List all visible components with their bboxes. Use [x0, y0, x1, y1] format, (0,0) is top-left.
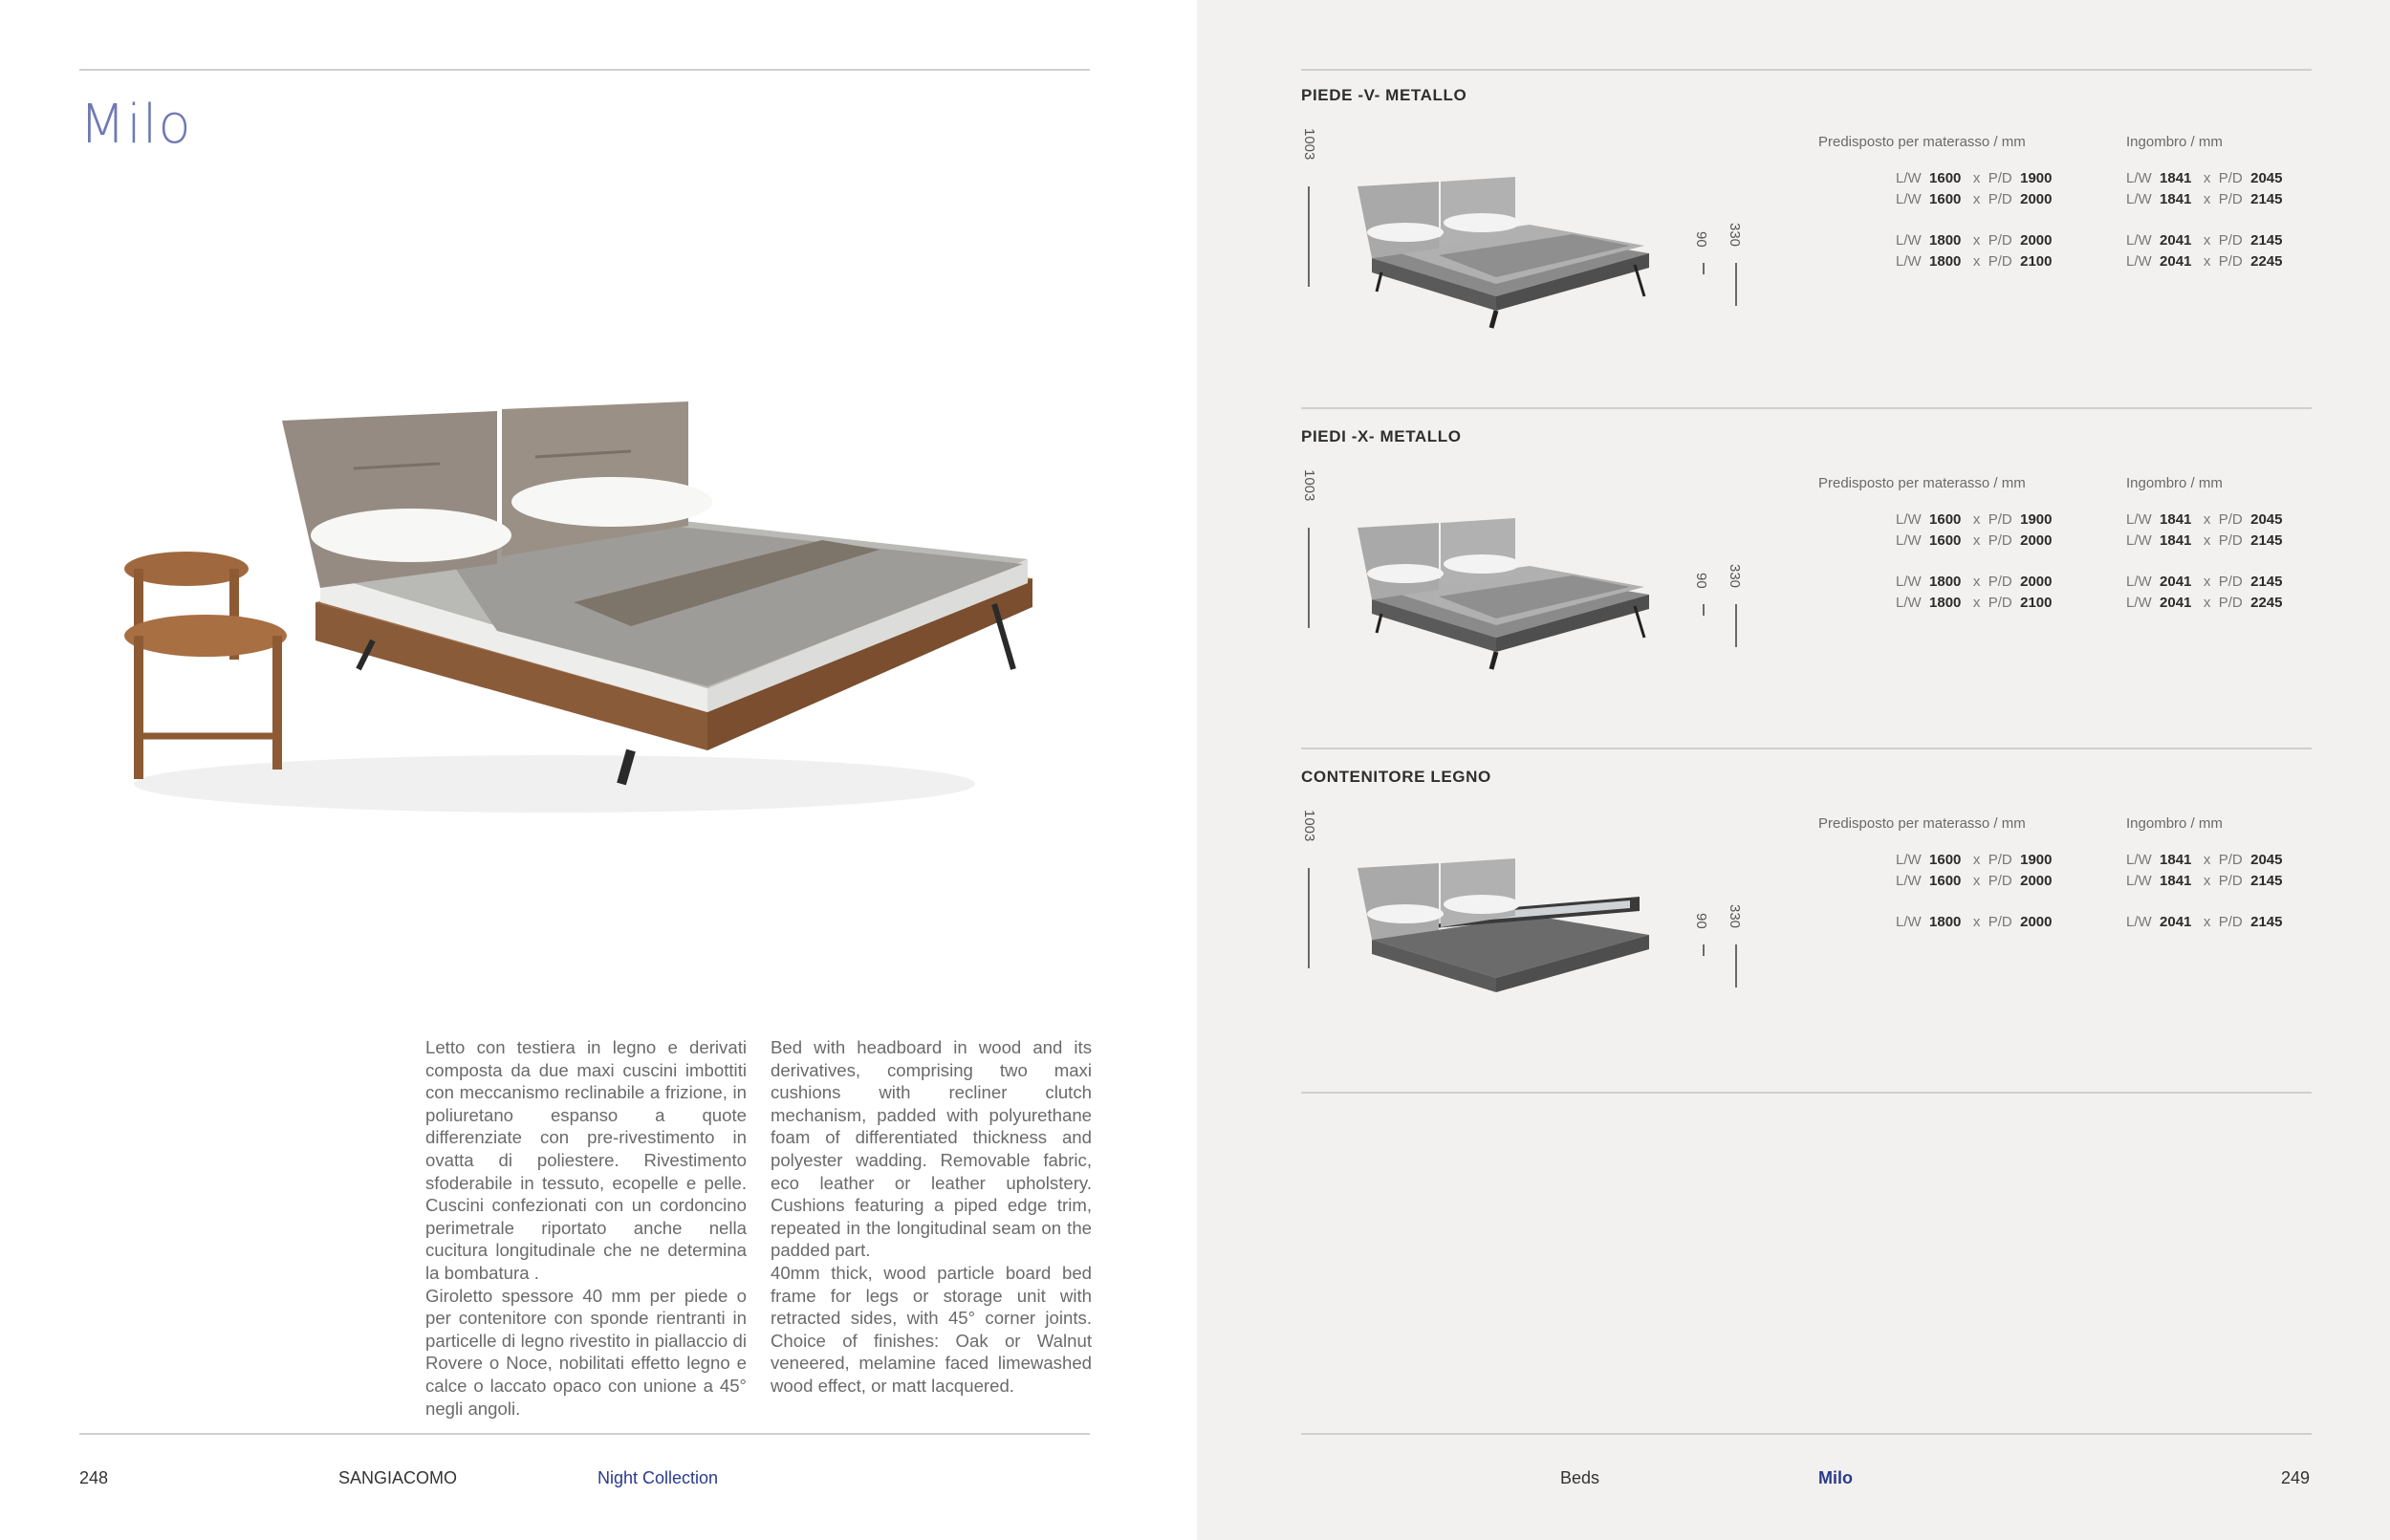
pd-label: P/D	[2218, 873, 2243, 889]
x-label: x	[2203, 914, 2211, 930]
section-title: PIEDE -V- METALLO	[1301, 86, 1467, 104]
x-label: x	[1972, 253, 1981, 270]
overall-size-header: Ingombro / mm	[2126, 475, 2223, 491]
lw-label: L/W	[2126, 232, 2152, 249]
overall-size-header: Ingombro / mm	[2126, 134, 2223, 150]
lw-label: L/W	[2126, 595, 2152, 611]
height-line	[1308, 868, 1310, 968]
pd2-value: 2245	[2250, 253, 2283, 270]
description-en-paragraph-1: Bed with headboard in wood and its derivatives, comprising two maxi cushions with recliner clutch mechanism, padded with polyurethane foam of differentiated thickness and polyester wadding. Removable fabric, eco leather or leather upholstery. Cushions featuring a piped edge trim, repeated in the longitudinal seam on the padded part.	[771, 1037, 1092, 1261]
pd2-value: 2045	[2250, 170, 2283, 186]
page-number-left: 248	[79, 1468, 109, 1487]
lw-value: 1600	[1929, 191, 1962, 207]
lw-label: L/W	[2126, 574, 2152, 590]
pd-label: P/D	[2218, 191, 2243, 207]
lw-value: 1800	[1929, 914, 1962, 930]
mattress-size-header: Predisposto per materasso / mm	[1818, 815, 2026, 832]
height-label: 1003	[1301, 128, 1317, 161]
mattress-size-header: Predisposto per materasso / mm	[1818, 134, 2026, 150]
lw-label: L/W	[1896, 595, 1922, 611]
mattress-size-row	[1896, 511, 2052, 528]
lw-label: L/W	[1896, 914, 1922, 930]
dim-a-label: 90	[1693, 231, 1709, 248]
pd-label: P/D	[1988, 914, 2012, 930]
mattress-size-row	[1896, 191, 2052, 207]
x-label: x	[2203, 873, 2211, 889]
x-label: x	[2203, 532, 2211, 549]
pd-value: 1900	[2020, 511, 2053, 528]
mattress-size-row	[1896, 852, 2052, 868]
footer-collection: Night Collection	[598, 1468, 719, 1487]
mattress-size-row	[1896, 574, 2052, 590]
lw-label: L/W	[2126, 873, 2152, 889]
pd-label: P/D	[1988, 574, 2012, 590]
pd-label: P/D	[2218, 595, 2243, 611]
lw-label: L/W	[1896, 253, 1922, 270]
pd-value: 2000	[2020, 532, 2053, 549]
pd2-value: 2145	[2250, 873, 2283, 889]
mattress-size-row	[1896, 253, 2052, 270]
pd-label: P/D	[1988, 191, 2012, 207]
description-it-paragraph-1: Letto con testiera in legno e derivati composta da due maxi cuscini imbottiti con meccanismo reclinabile a frizione, in poliuretano espanso a quote differenziate con pre-rivestimento in ovatta di poliestere. Rivestimento sfoderabile in tessuto, ecopelle e pelle. Cuscini confezionati con un cordoncino perimetrale riportato anche nella cucitura longitudinale che ne determina la bombatura .	[425, 1037, 747, 1283]
pd-label: P/D	[2218, 511, 2243, 528]
footer-category: Beds	[1560, 1468, 1600, 1487]
lw2-value: 2041	[2160, 595, 2192, 611]
pd-label: P/D	[1988, 253, 2012, 270]
lw-value: 1600	[1929, 170, 1962, 186]
pd-value: 2100	[2020, 253, 2053, 270]
x-label: x	[2203, 574, 2211, 590]
lw-label: L/W	[1896, 574, 1922, 590]
lw-value: 1800	[1929, 574, 1962, 590]
dim-a-label: 90	[1693, 913, 1709, 929]
lw-label: L/W	[1896, 532, 1922, 549]
pd2-value: 2145	[2250, 191, 2283, 207]
lw-value: 1800	[1929, 232, 1962, 249]
lw-value: 1800	[1929, 253, 1962, 270]
overall-size-row	[2126, 232, 2282, 249]
dim-b-line	[1735, 263, 1737, 306]
pd-label: P/D	[1988, 852, 2012, 868]
lw2-value: 2041	[2160, 914, 2192, 930]
overall-size-row	[2126, 595, 2282, 611]
height-line	[1308, 528, 1310, 628]
pd2-value: 2145	[2250, 532, 2283, 549]
lw-label: L/W	[1896, 852, 1922, 868]
dim-a-line	[1703, 944, 1705, 956]
lw-value: 1600	[1929, 873, 1962, 889]
x-label: x	[2203, 852, 2211, 868]
lw2-value: 2041	[2160, 253, 2192, 270]
pd-label: P/D	[1988, 511, 2012, 528]
pd-value: 2000	[2020, 873, 2053, 889]
overall-size-row	[2126, 253, 2282, 270]
dim-a-label: 90	[1693, 573, 1709, 589]
mattress-size-row	[1896, 873, 2052, 889]
pd-label: P/D	[1988, 170, 2012, 186]
dim-b-line	[1735, 944, 1737, 987]
x-label: x	[1972, 873, 1981, 889]
x-label: x	[1972, 914, 1981, 930]
mattress-size-header: Predisposto per materasso / mm	[1818, 475, 2026, 491]
lw-label: L/W	[1896, 511, 1922, 528]
x-label: x	[2203, 511, 2211, 528]
x-label: x	[1972, 511, 1981, 528]
lw-value: 1800	[1929, 595, 1962, 611]
lw2-value: 1841	[2160, 511, 2192, 528]
lw-label: L/W	[2126, 532, 2152, 549]
lw-label: L/W	[2126, 511, 2152, 528]
lw-label: L/W	[2126, 170, 2152, 186]
pd2-value: 2145	[2250, 574, 2283, 590]
variant-thumbnail	[1353, 177, 1659, 330]
mattress-size-row	[1896, 170, 2052, 186]
footer-product: Milo	[1818, 1468, 1853, 1487]
page-number-right: 249	[2281, 1468, 2311, 1487]
lw-label: L/W	[1896, 232, 1922, 249]
section-title: PIEDI -X- METALLO	[1301, 427, 1462, 445]
x-label: x	[1972, 170, 1981, 186]
height-line	[1308, 186, 1310, 287]
lw-label: L/W	[1896, 191, 1922, 207]
pd2-value: 2245	[2250, 595, 2283, 611]
dim-a-line	[1703, 604, 1705, 616]
height-label: 1003	[1301, 469, 1317, 502]
x-label: x	[2203, 191, 2211, 207]
lw2-value: 2041	[2160, 232, 2192, 249]
x-label: x	[2203, 595, 2211, 611]
pd-label: P/D	[2218, 914, 2243, 930]
pd-label: P/D	[1988, 595, 2012, 611]
pd-value: 2000	[2020, 232, 2053, 249]
x-label: x	[1972, 574, 1981, 590]
bottom-rule-right	[1301, 1092, 2312, 1094]
lw2-value: 2041	[2160, 574, 2192, 590]
variant-thumbnail	[1353, 518, 1659, 671]
pd-value: 2000	[2020, 191, 2053, 207]
footer-rule-left	[79, 1433, 1090, 1435]
lw-value: 1600	[1929, 532, 1962, 549]
lw-label: L/W	[2126, 852, 2152, 868]
x-label: x	[1972, 191, 1981, 207]
top-rule-right	[1301, 69, 2312, 71]
section-rule	[1301, 407, 2312, 409]
x-label: x	[1972, 852, 1981, 868]
overall-size-row	[2126, 873, 2282, 889]
lw2-value: 1841	[2160, 191, 2192, 207]
lw-label: L/W	[2126, 914, 2152, 930]
pd-label: P/D	[2218, 232, 2243, 249]
lw-label: L/W	[2126, 191, 2152, 207]
pd2-value: 2045	[2250, 852, 2283, 868]
lw2-value: 1841	[2160, 852, 2192, 868]
description-en-paragraph-2: 40mm thick, wood particle board bed frame for legs or storage unit with retracted sides, with 45° corner joints. Choice of finishes: Oak or Walnut veneered, melamine faced limewashed wood effect, or matt lacquered.	[771, 1262, 1092, 1396]
height-label: 1003	[1301, 810, 1317, 842]
description-english	[771, 1036, 1092, 1398]
dim-a-line	[1703, 263, 1705, 274]
lw-label: L/W	[1896, 170, 1922, 186]
pd-label: P/D	[2218, 532, 2243, 549]
pd-value: 1900	[2020, 170, 2053, 186]
dim-b-label: 330	[1727, 904, 1743, 929]
pd-label: P/D	[1988, 532, 2012, 549]
mattress-size-row	[1896, 232, 2052, 249]
mattress-size-row	[1896, 532, 2052, 549]
lw-value: 1600	[1929, 511, 1962, 528]
overall-size-row	[2126, 532, 2282, 549]
x-label: x	[1972, 232, 1981, 249]
lw-label: L/W	[1896, 873, 1922, 889]
description-it-paragraph-2: Giroletto spessore 40 mm per piede o per contenitore con sponde rientranti in particelle di legno rivestito in piallaccio di Rovere o Noce, nobilitati effetto legno e calce o laccato opaco con unione a 45° negli angoli.	[425, 1285, 747, 1419]
overall-size-row	[2126, 852, 2282, 868]
x-label: x	[2203, 232, 2211, 249]
dim-b-label: 330	[1727, 564, 1743, 589]
hero-bed-image	[96, 382, 1052, 822]
top-rule-left	[79, 69, 1090, 71]
section-title: CONTENITORE LEGNO	[1301, 768, 1491, 786]
overall-size-row	[2126, 914, 2282, 930]
x-label: x	[2203, 253, 2211, 270]
mattress-size-row	[1896, 914, 2052, 930]
description-italian	[425, 1036, 747, 1420]
pd-label: P/D	[1988, 232, 2012, 249]
x-label: x	[1972, 532, 1981, 549]
pd-value: 2100	[2020, 595, 2053, 611]
pd-value: 2000	[2020, 574, 2053, 590]
overall-size-row	[2126, 191, 2282, 207]
product-title: Milo	[79, 94, 192, 156]
lw2-value: 1841	[2160, 873, 2192, 889]
pd-label: P/D	[1988, 873, 2012, 889]
overall-size-row	[2126, 574, 2282, 590]
x-label: x	[1972, 595, 1981, 611]
lw-label: L/W	[2126, 253, 2152, 270]
variant-thumbnail	[1353, 858, 1659, 1011]
overall-size-row	[2126, 511, 2282, 528]
lw-value: 1600	[1929, 852, 1962, 868]
pd-label: P/D	[2218, 170, 2243, 186]
pd-label: P/D	[2218, 253, 2243, 270]
overall-size-header: Ingombro / mm	[2126, 815, 2223, 832]
footer-rule-right	[1301, 1433, 2312, 1435]
pd2-value: 2145	[2250, 232, 2283, 249]
pd2-value: 2045	[2250, 511, 2283, 528]
mattress-size-row	[1896, 595, 2052, 611]
x-label: x	[2203, 170, 2211, 186]
pd-value: 2000	[2020, 914, 2053, 930]
section-rule	[1301, 748, 2312, 749]
lw2-value: 1841	[2160, 170, 2192, 186]
lw2-value: 1841	[2160, 532, 2192, 549]
dim-b-label: 330	[1727, 223, 1743, 248]
footer-brand: SANGIACOMO	[338, 1468, 458, 1487]
pd-label: P/D	[2218, 574, 2243, 590]
pd-label: P/D	[2218, 852, 2243, 868]
dim-b-line	[1735, 604, 1737, 647]
pd2-value: 2145	[2250, 914, 2283, 930]
pd-value: 1900	[2020, 852, 2053, 868]
overall-size-row	[2126, 170, 2282, 186]
